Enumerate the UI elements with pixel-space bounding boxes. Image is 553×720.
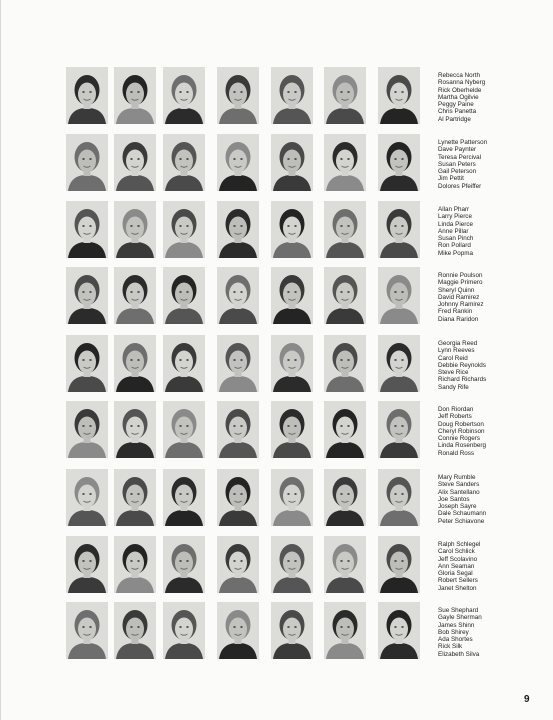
- student-portrait: [66, 602, 108, 659]
- student-name-list: [438, 607, 548, 658]
- page-number: 9: [524, 694, 530, 705]
- student-name: Al Partridge: [438, 115, 471, 123]
- student-name: Georgia Reed: [438, 340, 478, 347]
- student-portrait: [324, 335, 366, 392]
- student-portrait: [324, 602, 366, 659]
- student-name: Ronald Ross: [438, 449, 475, 457]
- student-name-list: [438, 139, 548, 190]
- student-name-list: [438, 474, 548, 525]
- student-name: Ada Shortes: [438, 636, 473, 643]
- student-portrait: [163, 267, 205, 324]
- portrait-row: [66, 401, 546, 461]
- student-name: Rick Silk: [438, 643, 463, 651]
- student-portrait: [271, 401, 313, 458]
- student-portrait: [114, 602, 156, 659]
- student-portrait: [66, 536, 108, 593]
- student-name: James Shinn: [438, 621, 475, 629]
- student-portrait: [378, 335, 420, 392]
- student-portrait: [163, 602, 205, 659]
- student-name: Gloria Segal: [438, 570, 473, 577]
- student-portrait: [66, 134, 108, 191]
- student-name: Sheryl Quinn: [438, 286, 475, 294]
- student-portrait: [271, 67, 313, 124]
- student-name: Larry Pierce: [438, 213, 472, 221]
- student-portrait: [66, 67, 108, 124]
- student-name: Jeff Roberts: [438, 413, 472, 421]
- student-name: Elizabeth Silva: [438, 650, 480, 658]
- student-name: Janet Shelton: [438, 584, 477, 592]
- student-portrait: [324, 267, 366, 324]
- student-portrait: [378, 201, 420, 258]
- student-name: Rosanna Nyberg: [438, 79, 486, 87]
- student-name: Anne Pillar: [438, 227, 469, 235]
- student-portrait: [163, 469, 205, 526]
- student-portrait: [114, 335, 156, 392]
- student-portrait: [217, 401, 259, 458]
- student-name: Sue Shephard: [438, 607, 479, 614]
- student-portrait: [114, 401, 156, 458]
- student-name-list: [438, 206, 548, 257]
- student-name: Susan Pinch: [438, 235, 474, 242]
- student-portrait: [217, 267, 259, 324]
- student-name: Dave Paynter: [438, 146, 477, 154]
- student-portrait: [163, 401, 205, 458]
- student-name: Ronnie Poulson: [438, 272, 483, 279]
- student-name: David Ramirez: [438, 293, 480, 301]
- student-portrait: [163, 335, 205, 392]
- student-portrait: [271, 134, 313, 191]
- student-portrait: [66, 335, 108, 392]
- student-name: Rebecca North: [438, 72, 480, 79]
- student-portrait: [114, 267, 156, 324]
- portrait-row: [66, 67, 546, 127]
- student-name: Debbie Reynolds: [438, 361, 486, 369]
- student-portrait: [114, 134, 156, 191]
- student-name: Teresa Percival: [438, 153, 482, 161]
- student-name: Doug Robertson: [438, 420, 484, 428]
- student-portrait: [163, 536, 205, 593]
- student-name: Joe Santos: [438, 495, 470, 503]
- student-portrait: [378, 401, 420, 458]
- student-name: Lynette Patterson: [438, 139, 488, 146]
- student-name: Dale Schaumann: [438, 510, 487, 518]
- student-name: Jeff Scolavino: [438, 555, 478, 563]
- student-portrait: [114, 469, 156, 526]
- student-name-list: [438, 272, 548, 323]
- student-portrait: [271, 536, 313, 593]
- student-name: Alix Santellano: [438, 488, 480, 496]
- student-name: Steve Sanders: [438, 481, 480, 489]
- student-name: Gayle Sherman: [438, 614, 482, 622]
- student-name: Richard Richards: [438, 376, 487, 384]
- student-portrait: [324, 134, 366, 191]
- student-name: Ann Seaman: [438, 562, 475, 570]
- student-name: Carol Reid: [438, 354, 468, 362]
- student-portrait: [66, 267, 108, 324]
- student-name: Mike Popma: [438, 249, 473, 257]
- student-portrait: [217, 469, 259, 526]
- portrait-row: [66, 201, 546, 261]
- student-name: Diana Raridon: [438, 315, 479, 323]
- student-portrait: [217, 134, 259, 191]
- student-portrait: [271, 469, 313, 526]
- student-name: Carol Schlick: [438, 548, 475, 556]
- portrait-row: [66, 335, 546, 395]
- student-portrait: [378, 602, 420, 659]
- student-name: Jim Pettit: [438, 175, 464, 183]
- student-name: Johnny Ramirez: [438, 301, 484, 308]
- student-portrait: [66, 469, 108, 526]
- student-name: Allan Pharr: [438, 206, 470, 213]
- student-name: Bob Shirey: [438, 628, 469, 636]
- student-portrait: [163, 134, 205, 191]
- student-portrait: [114, 536, 156, 593]
- student-portrait: [217, 335, 259, 392]
- student-portrait: [217, 201, 259, 258]
- portrait-row: [66, 469, 546, 529]
- student-portrait: [324, 536, 366, 593]
- student-name: Joseph Sayre: [438, 503, 477, 510]
- student-portrait: [271, 335, 313, 392]
- student-name: Martha Ogilvie: [438, 93, 479, 101]
- student-name-list: [438, 340, 548, 391]
- student-portrait: [324, 401, 366, 458]
- student-portrait: [324, 67, 366, 124]
- student-portrait: [378, 469, 420, 526]
- student-name: Susan Peters: [438, 160, 476, 168]
- student-name: Cheryl Robinson: [438, 427, 485, 435]
- student-name-list: [438, 72, 548, 123]
- student-name-list: [438, 406, 548, 457]
- student-portrait: [163, 67, 205, 124]
- student-name: Connie Rogers: [438, 435, 481, 442]
- student-name: Linda Pierce: [438, 220, 474, 228]
- student-portrait: [217, 67, 259, 124]
- student-portrait: [271, 201, 313, 258]
- student-portrait: [378, 267, 420, 324]
- portrait-row: [66, 267, 546, 327]
- student-portrait: [66, 401, 108, 458]
- student-name: Linda Rosenberg: [438, 442, 486, 450]
- student-name: Steve Rice: [438, 369, 469, 376]
- student-name: Peggy Paine: [438, 101, 474, 108]
- student-name: Mary Rumble: [438, 474, 476, 481]
- student-name: Sandy Rife: [438, 383, 469, 391]
- student-name: Peter Schiavone: [438, 517, 485, 525]
- student-name: Dolores Pfeiffer: [438, 182, 482, 190]
- student-name: Lynn Reeves: [438, 347, 475, 355]
- student-portrait: [271, 602, 313, 659]
- portrait-row: [66, 536, 546, 596]
- student-name: Don Riordan: [438, 406, 474, 413]
- student-name: Maggie Primero: [438, 279, 483, 287]
- student-portrait: [217, 536, 259, 593]
- student-portrait: [378, 536, 420, 593]
- student-name: Robert Sellers: [438, 577, 478, 585]
- student-portrait: [114, 67, 156, 124]
- student-name: Fred Rankin: [438, 308, 473, 316]
- student-portrait: [114, 201, 156, 258]
- student-portrait: [271, 267, 313, 324]
- student-name: Rick Oberhelde: [438, 86, 482, 94]
- student-name: Ron Pollard: [438, 242, 471, 250]
- student-portrait: [324, 201, 366, 258]
- student-name: Chris Panetta: [438, 108, 477, 116]
- student-name-list: [438, 541, 548, 592]
- student-portrait: [378, 134, 420, 191]
- student-portrait: [66, 201, 108, 258]
- portrait-row: [66, 134, 546, 194]
- student-portrait: [324, 469, 366, 526]
- student-portrait: [163, 201, 205, 258]
- student-name: Ralph Schlegel: [438, 541, 481, 548]
- portrait-row: [66, 602, 546, 662]
- student-name: Gail Peterson: [438, 168, 477, 175]
- student-portrait: [378, 67, 420, 124]
- student-portrait: [217, 602, 259, 659]
